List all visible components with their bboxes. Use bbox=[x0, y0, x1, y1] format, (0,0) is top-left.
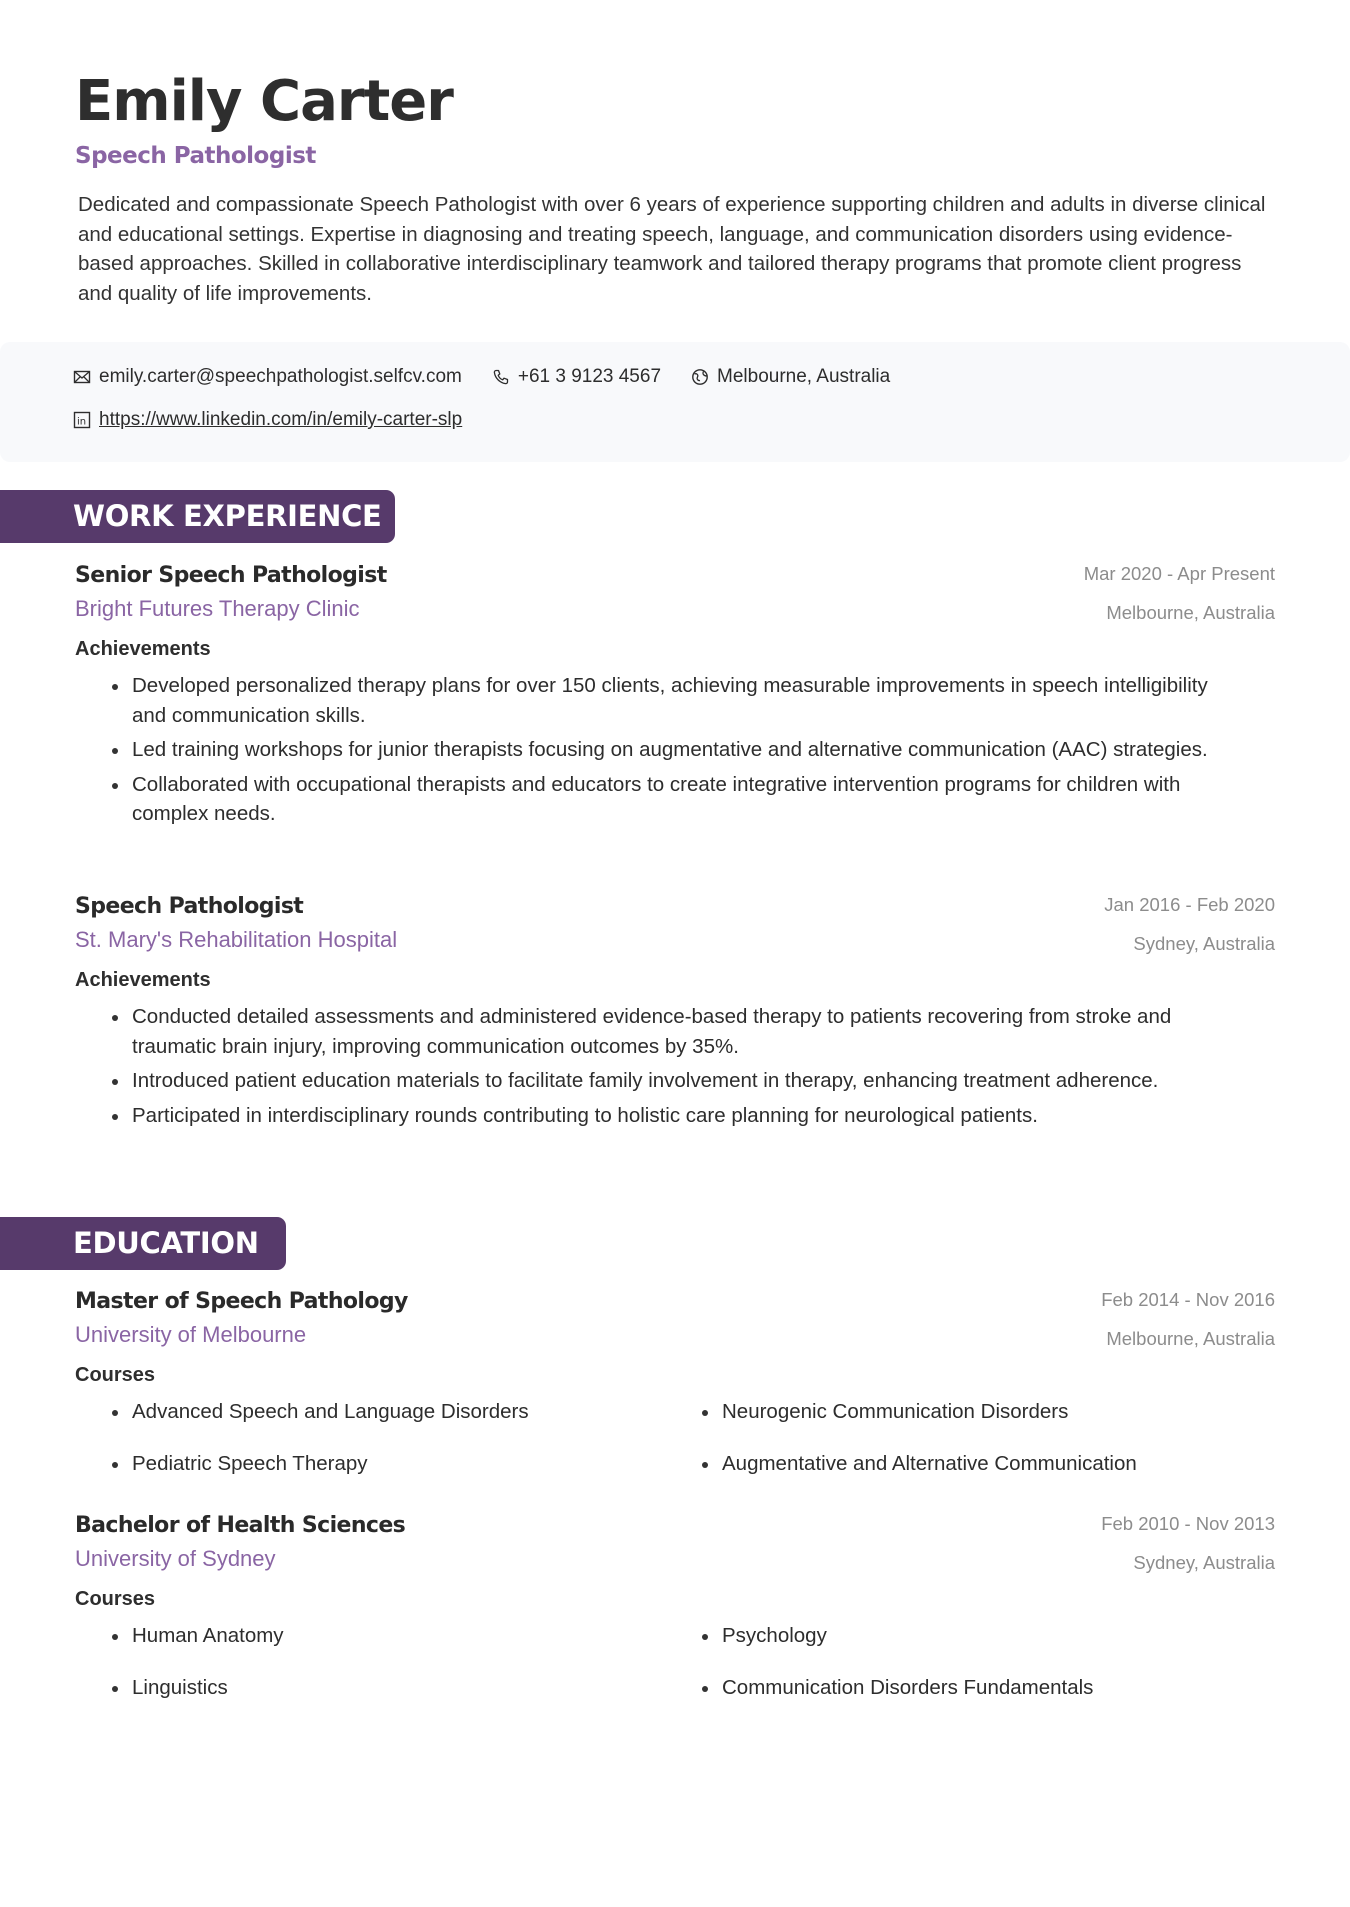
contact-email[interactable] bbox=[73, 366, 462, 388]
education-entry bbox=[75, 1287, 1275, 1479]
course-item: Augmentative and Alternative Communication bbox=[722, 1449, 1312, 1479]
course-item: Psychology bbox=[722, 1621, 1312, 1651]
degree-title: Bachelor of Health Sciences bbox=[75, 1513, 406, 1538]
globe-icon bbox=[691, 368, 709, 386]
degree-location: Melbourne, Australia bbox=[1106, 1328, 1275, 1349]
degree-location: Sydney, Australia bbox=[1133, 1552, 1275, 1573]
linkedin-icon bbox=[73, 411, 91, 429]
section-heading-work-experience: WORK EXPERIENCE bbox=[0, 490, 395, 543]
professional-summary: Dedicated and compassionate Speech Pathologist with over 6 years of experience supporting children and adults in diverse clinical and educational settings. Expertise in diagnosing and treating speech, language, and communication disorders using evidence-based approaches. Skilled in collaborative interdisciplinary teamwork and tailored therapy programs that promote client progress and quality of life improvements. bbox=[78, 193, 1266, 305]
job-entry bbox=[75, 892, 1275, 1135]
achievements-list bbox=[75, 671, 1218, 829]
job-location: Melbourne, Australia bbox=[1106, 602, 1275, 623]
mail-icon bbox=[73, 368, 91, 386]
job-organization: Bright Futures Therapy Clinic bbox=[75, 596, 360, 621]
contact-row-primary bbox=[73, 366, 920, 388]
section-heading-education: EDUCATION bbox=[0, 1217, 286, 1270]
job-dates: Jan 2016 - Feb 2020 bbox=[1104, 894, 1275, 915]
job-entry bbox=[75, 561, 1275, 834]
contact-phone[interactable] bbox=[492, 366, 661, 388]
degree-dates: Feb 2010 - Nov 2013 bbox=[1101, 1513, 1275, 1534]
contact-linkedin[interactable] bbox=[73, 409, 462, 431]
linkedin-link[interactable]: https://www.linkedin.com/in/emily-carter-slp bbox=[99, 409, 463, 430]
school-name: University of Sydney bbox=[75, 1546, 276, 1571]
contact-location bbox=[691, 366, 890, 388]
svg-text:in: in bbox=[77, 416, 87, 428]
job-location: Sydney, Australia bbox=[1133, 933, 1275, 954]
achievement-item: Developed personalized therapy plans for over 150 clients, achieving measurable improvements in speech intelligibility and communication skills. bbox=[132, 671, 1218, 730]
phone-text: +61 3 9123 4567 bbox=[517, 366, 662, 387]
achievement-item: Conducted detailed assessments and administered evidence-based therapy to patients recovering from stroke and traumatic brain injury, improving communication outcomes by 35%. bbox=[132, 1002, 1218, 1061]
courses-heading: Courses bbox=[75, 1364, 156, 1386]
course-item: Neurogenic Communication Disorders bbox=[722, 1397, 1312, 1427]
course-item: Communication Disorders Fundamentals bbox=[722, 1673, 1312, 1703]
courses-list bbox=[75, 1621, 1275, 1703]
course-item: Human Anatomy bbox=[132, 1621, 722, 1651]
school-name: University of Melbourne bbox=[75, 1322, 307, 1347]
job-title: Speech Pathologist bbox=[75, 894, 304, 919]
achievement-item: Led training workshops for junior therapists focusing on augmentative and alternative communication (AAC) strategies. bbox=[132, 735, 1218, 765]
achievements-heading: Achievements bbox=[75, 638, 211, 660]
phone-icon bbox=[492, 368, 510, 386]
degree-dates: Feb 2014 - Nov 2016 bbox=[1101, 1289, 1275, 1310]
achievement-item: Collaborated with occupational therapists and educators to create integrative intervention programs for children with complex needs. bbox=[132, 770, 1218, 829]
achievement-item: Participated in interdisciplinary rounds contributing to holistic care planning for neurological patients. bbox=[132, 1101, 1218, 1131]
job-dates: Mar 2020 - Apr Present bbox=[1083, 563, 1275, 584]
course-item: Advanced Speech and Language Disorders bbox=[132, 1397, 722, 1427]
education-entry bbox=[75, 1511, 1275, 1703]
achievement-item: Introduced patient education materials to facilitate family involvement in therapy, enhancing treatment adherence. bbox=[132, 1066, 1218, 1096]
course-item: Pediatric Speech Therapy bbox=[132, 1449, 722, 1479]
courses-list bbox=[75, 1397, 1275, 1479]
candidate-name: Emily Carter bbox=[75, 69, 453, 134]
job-title: Senior Speech Pathologist bbox=[75, 563, 387, 588]
candidate-role: Speech Pathologist bbox=[75, 143, 316, 169]
course-item: Linguistics bbox=[132, 1673, 722, 1703]
achievements-list bbox=[75, 1002, 1218, 1130]
resume-header bbox=[75, 69, 1275, 170]
contact-panel bbox=[0, 342, 1350, 462]
job-organization: St. Mary's Rehabilitation Hospital bbox=[75, 927, 398, 952]
courses-heading: Courses bbox=[75, 1588, 156, 1610]
degree-title: Master of Speech Pathology bbox=[75, 1289, 408, 1314]
location-text: Melbourne, Australia bbox=[717, 366, 891, 387]
email-text: emily.carter@speechpathologist.selfcv.com bbox=[99, 366, 462, 387]
contact-row-secondary bbox=[73, 409, 492, 431]
achievements-heading: Achievements bbox=[75, 969, 211, 991]
